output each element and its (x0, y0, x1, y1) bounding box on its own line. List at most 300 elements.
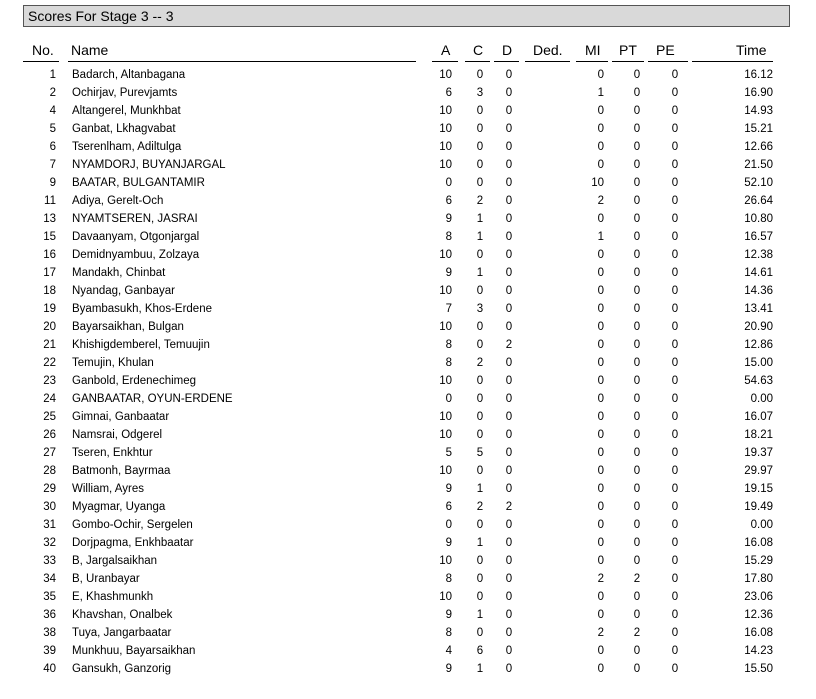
cell-c: 5 (476, 447, 484, 459)
cell-mi: 0 (597, 285, 604, 297)
cell-no: 20 (43, 321, 56, 333)
cell-time: 23.06 (744, 591, 773, 603)
cell-time: 52.10 (744, 177, 773, 189)
cell-time: 0.00 (750, 393, 773, 405)
table-row (0, 193, 816, 211)
cell-time: 14.61 (744, 267, 773, 279)
cell-pt: 0 (633, 195, 641, 207)
cell-mi: 0 (597, 465, 604, 477)
cell-a: 10 (439, 591, 452, 603)
cell-pt: 0 (633, 339, 641, 351)
cell-time: 16.07 (744, 411, 773, 423)
cell-time: 19.15 (744, 483, 773, 495)
cell-no: 38 (43, 627, 56, 639)
cell-no: 4 (49, 105, 56, 117)
cell-a: 0 (445, 393, 452, 405)
cell-time: 16.57 (744, 231, 773, 243)
cell-no: 9 (49, 177, 56, 189)
cell-time: 16.12 (744, 69, 773, 81)
cell-d: 0 (505, 591, 513, 603)
cell-d: 0 (505, 411, 513, 423)
cell-name: Munkhuu, Bayarsaikhan (72, 645, 196, 657)
cell-d: 0 (505, 393, 513, 405)
cell-name: Dorjpagma, Enkhbaatar (72, 537, 194, 549)
table-row (0, 139, 816, 157)
cell-d: 0 (505, 627, 513, 639)
cell-pe: 0 (671, 87, 679, 99)
cell-no: 32 (43, 537, 56, 549)
cell-name: Khavshan, Onalbek (72, 609, 173, 621)
cell-c: 1 (476, 213, 484, 225)
table-row (0, 553, 816, 571)
cell-c: 0 (476, 69, 484, 81)
title-bar (23, 5, 790, 27)
cell-mi: 0 (597, 393, 604, 405)
cell-pt: 0 (633, 447, 641, 459)
cell-time: 26.64 (744, 195, 773, 207)
cell-pt: 0 (633, 213, 641, 225)
cell-name: NYAMDORJ, BUYANJARGAL (72, 159, 226, 171)
cell-mi: 0 (597, 69, 604, 81)
cell-name: William, Ayres (72, 483, 144, 495)
cell-d: 0 (505, 213, 513, 225)
cell-no: 6 (49, 141, 56, 153)
cell-c: 2 (476, 195, 484, 207)
table-row (0, 373, 816, 391)
cell-c: 1 (476, 663, 484, 675)
cell-d: 0 (505, 537, 513, 549)
cell-a: 8 (445, 573, 452, 585)
cell-d: 0 (505, 195, 513, 207)
cell-no: 17 (43, 267, 56, 279)
cell-d: 0 (505, 357, 513, 369)
cell-c: 0 (476, 141, 484, 153)
cell-name: B, Jargalsaikhan (72, 555, 158, 567)
cell-a: 10 (439, 141, 452, 153)
table-row (0, 247, 816, 265)
cell-a: 9 (445, 663, 452, 675)
cell-a: 10 (439, 285, 452, 297)
cell-time: 14.93 (744, 105, 773, 117)
cell-time: 17.80 (744, 573, 773, 585)
cell-c: 0 (476, 159, 484, 171)
cell-mi: 0 (597, 249, 604, 261)
cell-no: 33 (43, 555, 56, 567)
cell-c: 0 (476, 429, 484, 441)
table-row (0, 409, 816, 427)
cell-pt: 2 (633, 573, 641, 585)
cell-c: 1 (476, 267, 484, 279)
cell-no: 15 (43, 231, 56, 243)
table-row (0, 229, 816, 247)
cell-time: 15.29 (744, 555, 773, 567)
cell-mi: 0 (597, 141, 604, 153)
cell-pe: 0 (671, 249, 679, 261)
cell-mi: 0 (597, 267, 604, 279)
cell-name: Tseren, Enkhtur (72, 447, 153, 459)
header-rule-time (692, 61, 773, 62)
cell-pt: 0 (633, 303, 641, 315)
cell-pe: 0 (671, 591, 679, 603)
cell-c: 0 (476, 105, 484, 117)
cell-name: Davaanyam, Otgonjargal (72, 231, 200, 243)
cell-mi: 0 (597, 609, 604, 621)
header-time: Time (736, 42, 767, 58)
cell-d: 0 (505, 573, 513, 585)
cell-no: 16 (43, 249, 56, 261)
cell-a: 10 (439, 555, 452, 567)
table-row (0, 643, 816, 661)
cell-d: 2 (505, 339, 513, 351)
cell-c: 0 (476, 249, 484, 261)
cell-time: 12.38 (744, 249, 773, 261)
cell-pt: 0 (633, 249, 641, 261)
cell-c: 0 (476, 285, 484, 297)
cell-no: 23 (43, 375, 56, 387)
cell-no: 29 (43, 483, 56, 495)
cell-pt: 0 (633, 267, 641, 279)
table-row (0, 355, 816, 373)
cell-pe: 0 (671, 141, 679, 153)
cell-pt: 0 (633, 375, 641, 387)
table-row (0, 427, 816, 445)
cell-name: Myagmar, Uyanga (72, 501, 166, 513)
cell-mi: 0 (597, 663, 604, 675)
cell-pt: 0 (633, 501, 641, 513)
header-rule-ded (525, 61, 570, 62)
cell-pt: 0 (633, 519, 641, 531)
cell-pe: 0 (671, 411, 679, 423)
cell-d: 0 (505, 69, 513, 81)
cell-mi: 0 (597, 339, 604, 351)
header-c: C (473, 42, 484, 58)
cell-name: Demidnyambuu, Zolzaya (72, 249, 200, 261)
cell-pt: 0 (633, 555, 641, 567)
header-ded: Ded. (533, 42, 563, 58)
cell-no: 25 (43, 411, 56, 423)
cell-time: 14.23 (744, 645, 773, 657)
table-row (0, 265, 816, 283)
cell-no: 24 (43, 393, 56, 405)
cell-pt: 0 (633, 663, 641, 675)
cell-name: Ochirjav, Purevjamts (72, 87, 178, 99)
cell-pt: 2 (633, 627, 641, 639)
cell-a: 0 (445, 519, 452, 531)
cell-d: 0 (505, 519, 513, 531)
cell-mi: 0 (597, 645, 604, 657)
cell-name: Gansukh, Ganzorig (72, 663, 172, 675)
cell-a: 6 (445, 195, 452, 207)
cell-pe: 0 (671, 519, 679, 531)
cell-pe: 0 (671, 213, 679, 225)
table-row (0, 445, 816, 463)
cell-pt: 0 (633, 645, 641, 657)
cell-a: 10 (439, 123, 452, 135)
cell-pe: 0 (671, 393, 679, 405)
cell-mi: 0 (597, 429, 604, 441)
cell-name: GANBAATAR, OYUN-ERDENE (72, 393, 233, 405)
cell-c: 3 (476, 303, 484, 315)
cell-d: 0 (505, 429, 513, 441)
cell-c: 0 (476, 627, 484, 639)
cell-time: 10.80 (744, 213, 773, 225)
table-row (0, 571, 816, 589)
cell-pt: 0 (633, 537, 641, 549)
cell-pe: 0 (671, 285, 679, 297)
cell-pe: 0 (671, 645, 679, 657)
cell-a: 9 (445, 537, 452, 549)
cell-a: 10 (439, 411, 452, 423)
cell-pe: 0 (671, 447, 679, 459)
cell-no: 26 (43, 429, 56, 441)
cell-pe: 0 (671, 429, 679, 441)
cell-time: 16.90 (744, 87, 773, 99)
cell-time: 15.21 (744, 123, 773, 135)
cell-pe: 0 (671, 159, 679, 171)
table-row (0, 121, 816, 139)
table-row (0, 463, 816, 481)
cell-a: 6 (445, 501, 452, 513)
cell-time: 16.08 (744, 537, 773, 549)
cell-no: 30 (43, 501, 56, 513)
cell-pe: 0 (671, 267, 679, 279)
cell-d: 0 (505, 105, 513, 117)
cell-c: 2 (476, 501, 484, 513)
cell-d: 0 (505, 609, 513, 621)
cell-no: 21 (43, 339, 56, 351)
cell-pt: 0 (633, 231, 641, 243)
cell-no: 13 (43, 213, 56, 225)
header-rule-name (68, 61, 416, 62)
cell-c: 0 (476, 519, 484, 531)
cell-pt: 0 (633, 429, 641, 441)
cell-pe: 0 (671, 537, 679, 549)
cell-name: Byambasukh, Khos-Erdene (72, 303, 212, 315)
table-row (0, 607, 816, 625)
table-row (0, 301, 816, 319)
cell-no: 31 (43, 519, 56, 531)
table-row (0, 661, 816, 679)
cell-pt: 0 (633, 591, 641, 603)
cell-no: 40 (43, 663, 56, 675)
cell-pt: 0 (633, 483, 641, 495)
cell-mi: 0 (597, 411, 604, 423)
cell-a: 8 (445, 231, 452, 243)
cell-c: 0 (476, 573, 484, 585)
table-row (0, 481, 816, 499)
header-d: D (502, 42, 513, 58)
cell-mi: 0 (597, 447, 604, 459)
table-row (0, 535, 816, 553)
cell-mi: 1 (597, 231, 604, 243)
cell-time: 15.50 (744, 663, 773, 675)
cell-mi: 0 (597, 537, 604, 549)
cell-no: 19 (43, 303, 56, 315)
cell-name: Khishigdemberel, Temuujin (72, 339, 210, 351)
cell-d: 0 (505, 249, 513, 261)
cell-time: 18.21 (744, 429, 773, 441)
cell-d: 0 (505, 645, 513, 657)
cell-mi: 0 (597, 123, 604, 135)
cell-pe: 0 (671, 69, 679, 81)
cell-time: 14.36 (744, 285, 773, 297)
cell-pe: 0 (671, 231, 679, 243)
cell-a: 9 (445, 267, 452, 279)
cell-mi: 0 (597, 357, 604, 369)
cell-d: 0 (505, 267, 513, 279)
cell-pt: 0 (633, 141, 641, 153)
cell-a: 10 (439, 105, 452, 117)
cell-a: 8 (445, 339, 452, 351)
cell-mi: 10 (591, 177, 604, 189)
cell-time: 29.97 (744, 465, 773, 477)
cell-pe: 0 (671, 609, 679, 621)
cell-name: Tserenlham, Adiltulga (72, 141, 182, 153)
cell-name: BAATAR, BULGANTAMIR (72, 177, 205, 189)
cell-pt: 0 (633, 321, 641, 333)
cell-a: 10 (439, 69, 452, 81)
cell-mi: 0 (597, 375, 604, 387)
cell-name: Ganbold, Erdenechimeg (72, 375, 197, 387)
cell-a: 9 (445, 483, 452, 495)
cell-a: 9 (445, 213, 452, 225)
cell-name: Temujin, Khulan (72, 357, 154, 369)
cell-time: 16.08 (744, 627, 773, 639)
cell-mi: 2 (597, 627, 604, 639)
table-row (0, 517, 816, 535)
cell-name: Bayarsaikhan, Bulgan (72, 321, 184, 333)
cell-no: 36 (43, 609, 56, 621)
cell-name: Ganbat, Lkhagvabat (72, 123, 176, 135)
cell-mi: 0 (597, 483, 604, 495)
cell-time: 54.63 (744, 375, 773, 387)
cell-c: 2 (476, 357, 484, 369)
cell-pe: 0 (671, 483, 679, 495)
cell-name: Adiya, Gerelt-Och (72, 195, 164, 207)
cell-a: 6 (445, 87, 452, 99)
cell-pe: 0 (671, 375, 679, 387)
page-title: Scores For Stage 3 -- 3 (28, 8, 174, 24)
cell-pe: 0 (671, 105, 679, 117)
cell-d: 0 (505, 555, 513, 567)
cell-pt: 0 (633, 609, 641, 621)
table-row (0, 175, 816, 193)
cell-time: 20.90 (744, 321, 773, 333)
cell-c: 0 (476, 591, 484, 603)
header-no: No. (32, 42, 54, 58)
table-row (0, 283, 816, 301)
header-rule-mi (576, 61, 608, 62)
cell-d: 0 (505, 177, 513, 189)
cell-mi: 0 (597, 105, 604, 117)
cell-time: 0.00 (750, 519, 773, 531)
cell-a: 4 (445, 645, 452, 657)
cell-a: 8 (445, 627, 452, 639)
cell-c: 0 (476, 339, 484, 351)
cell-pt: 0 (633, 105, 641, 117)
cell-d: 0 (505, 663, 513, 675)
cell-no: 7 (49, 159, 56, 171)
header-name: Name (71, 42, 109, 58)
cell-a: 0 (445, 177, 452, 189)
cell-pe: 0 (671, 321, 679, 333)
cell-pe: 0 (671, 663, 679, 675)
cell-name: Batmonh, Bayrmaa (72, 465, 171, 477)
cell-a: 10 (439, 321, 452, 333)
cell-c: 0 (476, 123, 484, 135)
table-row (0, 319, 816, 337)
cell-mi: 0 (597, 519, 604, 531)
cell-a: 5 (445, 447, 452, 459)
table-row (0, 85, 816, 103)
cell-no: 39 (43, 645, 56, 657)
cell-pe: 0 (671, 177, 679, 189)
cell-d: 0 (505, 123, 513, 135)
cell-d: 0 (505, 87, 513, 99)
cell-name: Badarch, Altanbagana (72, 69, 186, 81)
cell-c: 1 (476, 231, 484, 243)
cell-mi: 0 (597, 591, 604, 603)
table-row (0, 589, 816, 607)
cell-name: E, Khashmunkh (72, 591, 154, 603)
cell-name: Mandakh, Chinbat (72, 267, 166, 279)
cell-pe: 0 (671, 465, 679, 477)
cell-time: 12.36 (744, 609, 773, 621)
cell-a: 9 (445, 609, 452, 621)
cell-no: 22 (43, 357, 56, 369)
cell-pe: 0 (671, 357, 679, 369)
cell-d: 0 (505, 321, 513, 333)
cell-d: 0 (505, 141, 513, 153)
header-rule-pe (648, 61, 688, 62)
cell-pe: 0 (671, 627, 679, 639)
cell-mi: 0 (597, 501, 604, 513)
header-rule-no (23, 61, 59, 62)
cell-time: 19.37 (744, 447, 773, 459)
cell-pt: 0 (633, 123, 641, 135)
cell-mi: 0 (597, 555, 604, 567)
header-rule-d (494, 61, 519, 62)
cell-a: 10 (439, 159, 452, 171)
cell-no: 1 (49, 69, 56, 81)
cell-mi: 0 (597, 213, 604, 225)
cell-mi: 1 (597, 87, 604, 99)
header-pe: PE (656, 42, 675, 58)
cell-pt: 0 (633, 357, 641, 369)
cell-mi: 0 (597, 321, 604, 333)
cell-pe: 0 (671, 573, 679, 585)
table-row (0, 103, 816, 121)
cell-c: 1 (476, 483, 484, 495)
cell-c: 0 (476, 321, 484, 333)
cell-c: 0 (476, 177, 484, 189)
cell-d: 0 (505, 231, 513, 243)
header-mi: MI (585, 42, 601, 58)
cell-pe: 0 (671, 195, 679, 207)
cell-name: B, Uranbayar (72, 573, 140, 585)
cell-mi: 2 (597, 195, 604, 207)
cell-d: 0 (505, 375, 513, 387)
cell-mi: 0 (597, 303, 604, 315)
cell-no: 35 (43, 591, 56, 603)
cell-no: 18 (43, 285, 56, 297)
cell-a: 10 (439, 249, 452, 261)
cell-d: 0 (505, 483, 513, 495)
cell-c: 1 (476, 609, 484, 621)
cell-a: 7 (445, 303, 452, 315)
table-row (0, 157, 816, 175)
cell-name: Gimnai, Ganbaatar (72, 411, 170, 423)
